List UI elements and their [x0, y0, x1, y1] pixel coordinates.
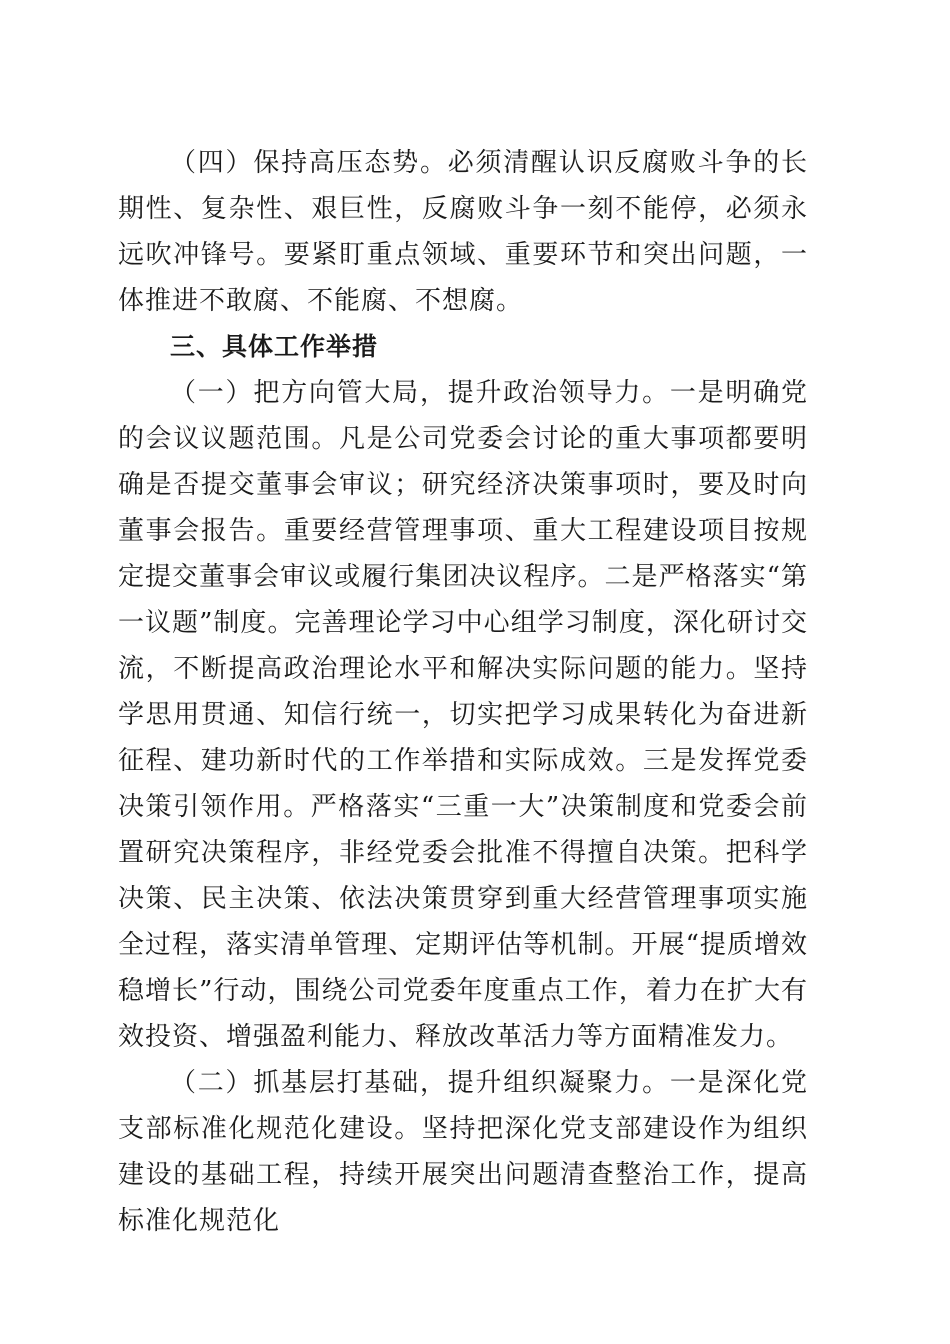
section-heading: 三、具体工作举措 — [170, 332, 379, 361]
document-body — [118, 140, 808, 1244]
paragraph-section-3-item-1: （一）把方向管大局，提升政治领导力。一是明确党的会议议题范围。凡是公司党委会讨论的重大事项都要明确是否提交董事会审议；研究经济决策事项时，要及时向董事会报告。重要经营管理事项、重大工程建设项目按规定提交董事会审议或履行集团决议程序。二是严格落实“第一议题”制度。完善理论学习中心组学习制度，深化研讨交流，不断提高政治理论水平和解决实际问题的能力。坚持学思用贯通、知信行统一，切实把学习成果转化为奋进新征程、建功新时代的工作举措和实际成效。三是发挥党委决策引领作用。严格落实“三重一大”决策制度和党委会前置研究决策程序，非经党委会批准不得擅自决策。把科学决策、民主决策、依法决策贯穿到重大经营管理事项实施全过程，落实清单管理、定期评估等机制。开展“提质增效稳增长”行动，围绕公司党委年度重点工作，着力在扩大有效投资、增强盈利能力、释放改革活力等方面精准发力。 — [118, 378, 808, 1052]
paragraph-section-3-item-2: （二）抓基层打基础，提升组织凝聚力。一是深化党支部标准化规范化建设。坚持把深化党支部建设作为组织建设的基础工程，持续开展突出问题清查整治工作，提高标准化规范化 — [118, 1068, 808, 1236]
paragraph-section-2-item-4: （四）保持高压态势。必须清醒认识反腐败斗争的长期性、复杂性、艰巨性，反腐败斗争一刻不能停，必须永远吹冲锋号。要紧盯重点领域、重要环节和突出问题，一体推进不敢腐、不能腐、不想腐。 — [118, 148, 808, 316]
